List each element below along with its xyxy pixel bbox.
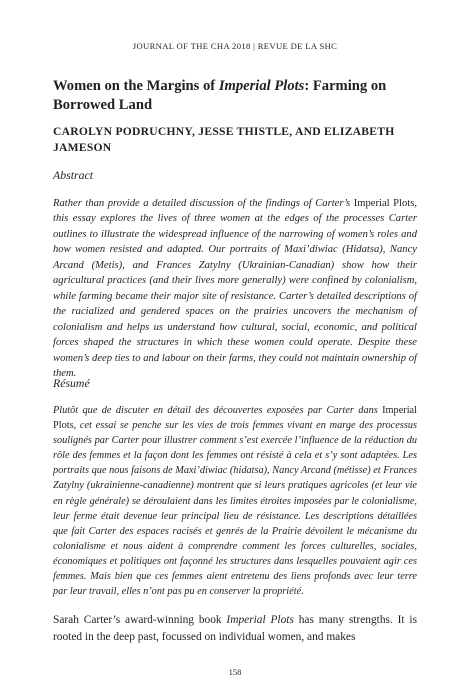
resume-paragraph bbox=[53, 403, 417, 599]
abstract-paragraph bbox=[53, 196, 417, 381]
abstract-text-2: , this essay explores the lives of three women at the edges of the processes Carter outlines to illustrate the widespread influence of the narrowing of women’s roles and how women resisted and adapted. Our portraits of Maxi’diwiac (Hidatsa), Nancy Arcand (Metis), and Frances Zatylny (Ukrainian-Canadian) show how their agricultural practices (and their lives more generally) were confined by colonialism, while farming became their major site of resistance. Carter’s detailed descriptions of the racialized and gendered spaces on the prairies uncovers the mechanism of colonialism and helps us understand how cultural, social, economic, and political forces shaped the structures in which these women could operate. Despite these women’s deep ties to and labour on their farms, they could not maintain ownership of them. bbox=[53, 198, 418, 379]
title-italic: Imperial Plots bbox=[218, 78, 305, 94]
title-part-1: Women on the Margins of bbox=[53, 78, 219, 94]
body-book-title: Imperial Plots bbox=[226, 614, 294, 626]
article-authors: CAROLYN PODRUCHNY, JESSE THISTLE, AND ELIZABETH JAMESON bbox=[53, 125, 395, 154]
body-text-2: has many strengths. It is rooted in the deep past, focussed on individual women, and makes bbox=[53, 614, 417, 643]
body-text-1: Sarah Carter’s award-winning book bbox=[53, 614, 227, 626]
abstract-book-title: Imperial Plots bbox=[353, 198, 415, 209]
article-title bbox=[53, 77, 417, 115]
body-paragraph bbox=[53, 612, 417, 645]
resume-text-1: Plutôt que de discuter en détail des découvertes exposées par Carter dans bbox=[53, 405, 383, 416]
resume-text-2: , cet essai se penche sur les vies de trois femmes vivant en marge des processus soulignés par Carter pour illustrer comment s’est exercée l’influence de la réduction du rôle des femmes et la façon dont les femmes ont résisté à cela et s’y sont adaptées. Les portraits que nous faisons de Maxi’diwiac (hidatsa), Nancy Arcand (métisse) et Frances Zatylny (ukrainienne-canadienne) montrent que si leurs pratiques agricoles (et leur vie en règle générale) se déroulaient dans les limites étroites imposées par le colonialisme, leur ferme était devenue leur principal lieu de résistance. Les descriptions détaillées que fait Carter des espaces racisés et genrés de la Prairie dévoilent le mécanisme du colonialisme et nous aident à comprendre comment les forces culturelles, sociales, économiques et politiques ont façonné les structures dans lesquelles pouvaient agir ces femmes. Mais bien que ces femmes aient entretenu des liens profonds avec leur terre par leur travail, elles n’ont pas pu en conserver la propriété. bbox=[53, 420, 417, 598]
resume-book-title: Imperial Plots bbox=[53, 405, 417, 432]
abstract-heading: Abstract bbox=[53, 168, 93, 182]
resume-heading: Résumé bbox=[53, 376, 90, 390]
abstract-text-1: Rather than provide a detailed discussion of the findings of Carter’s bbox=[53, 198, 354, 209]
page-number: 158 bbox=[228, 667, 242, 677]
running-head: JOURNAL OF THE CHA 2018 | REVUE DE LA SHC bbox=[132, 41, 338, 51]
title-part-2: : Farming on Borrowed Land bbox=[53, 78, 387, 113]
